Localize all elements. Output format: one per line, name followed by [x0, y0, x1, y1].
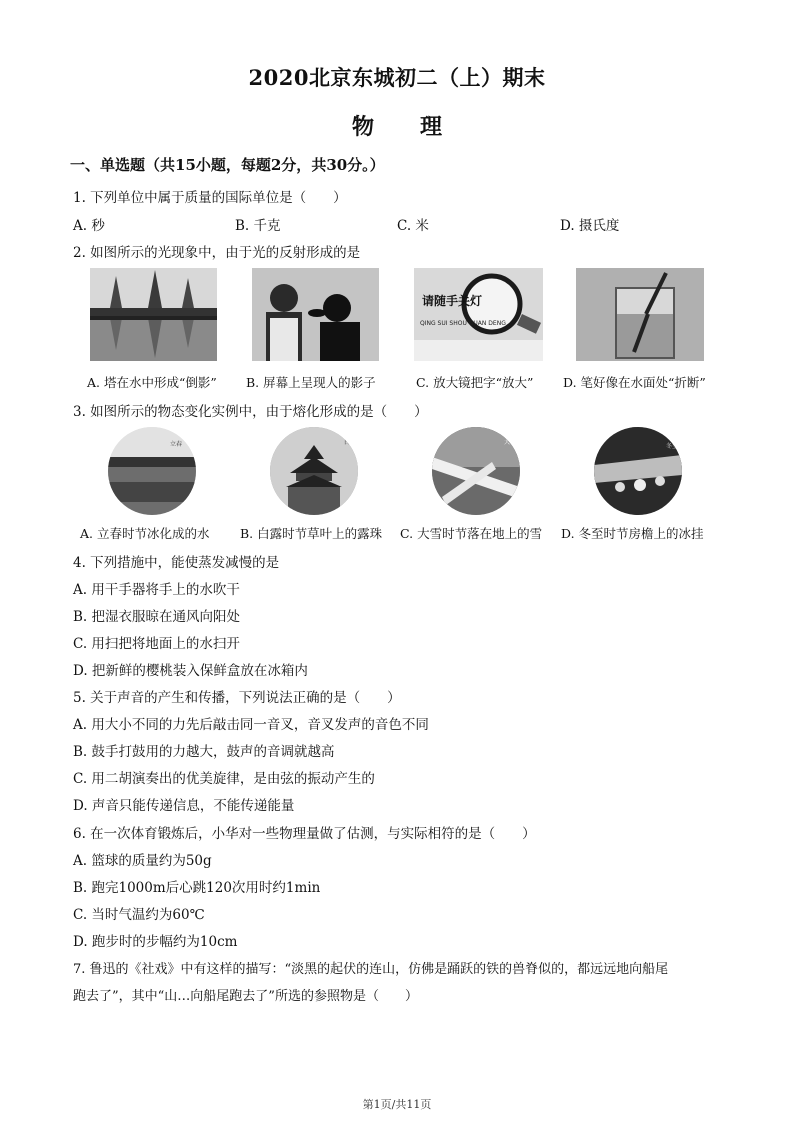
- q5-option-c: C. 用二胡演奏出的优美旋律，是由弦的振动产生的: [73, 771, 375, 787]
- q1-option-a: A. 秒: [73, 218, 105, 234]
- q6-option-d: D. 跑步时的步幅约为10cm: [73, 934, 238, 950]
- q4-option-a: A. 用干手器将手上的水吹干: [73, 582, 240, 598]
- q3-caption-a: A. 立春时节冰化成的水: [80, 526, 210, 541]
- pagoda-reflection-image: [90, 268, 217, 361]
- dew-temple-image: [270, 427, 358, 515]
- q1-option-b: B. 千克: [235, 218, 281, 234]
- q4-option-d: D. 把新鲜的樱桃装入保鲜盒放在冰箱内: [73, 663, 308, 679]
- stamp-dongzhi: 冬至: [666, 443, 679, 450]
- pencil-in-water-image: [576, 268, 704, 361]
- q2-caption-b: B. 屏幕上呈现人的影子: [246, 375, 376, 390]
- icicle-image: [594, 427, 682, 515]
- stamp-bailu: 白露: [344, 439, 357, 446]
- section-heading: 一、单选题（共15小题，每题2分，共30分。）: [70, 156, 385, 174]
- q6-option-a: A. 篮球的质量约为50g: [73, 853, 212, 869]
- magnifier-image: [414, 268, 543, 361]
- q5-option-a: A. 用大小不同的力先后敲击同一音叉，音叉发声的音色不同: [73, 717, 429, 733]
- q2-stem: 2. 如图所示的光现象中，由于光的反射形成的是: [73, 245, 361, 261]
- q7-stem-line1: 7. 鲁迅的《社戏》中有这样的描写：“淡黑的起伏的连山，仿佛是踊跃的铁的兽脊似的，都远远地向船尾: [73, 962, 669, 977]
- stamp-daxue: 大雪: [504, 439, 517, 446]
- ice-melting-image: [108, 427, 196, 515]
- q3-caption-d: D. 冬至时节房檐上的冰挂: [561, 526, 704, 541]
- q5-option-b: B. 鼓手打鼓用的力越大，鼓声的音调就越高: [73, 744, 335, 760]
- q2-caption-d: D. 笔好像在水面处“折断”: [563, 375, 706, 390]
- q2-caption-c: C. 放大镜把字“放大”: [416, 375, 534, 390]
- subject-title: 物理: [351, 114, 488, 140]
- q3-caption-c: C. 大雪时节落在地上的雪: [400, 526, 543, 541]
- q3-stem: 3. 如图所示的物态变化实例中，由于熔化形成的是（ ）: [73, 404, 428, 420]
- q6-option-b: B. 跑完1000m后心跳120次用时约1min: [73, 880, 321, 896]
- q2-caption-a: A. 塔在水中形成“倒影”: [87, 375, 217, 390]
- q1-option-c: C. 米: [397, 218, 429, 234]
- q5-stem: 5. 关于声音的产生和传播，下列说法正确的是（ ）: [73, 690, 401, 706]
- magnifier-sign-text: 请随手关灯: [422, 294, 483, 308]
- q4-stem: 4. 下列措施中，能使蒸发减慢的是: [73, 555, 280, 571]
- q1-stem: 1. 下列单位中属于质量的国际单位是（ ）: [73, 190, 347, 206]
- stamp-lichun: 立春: [170, 441, 183, 448]
- page-number: 第1页/共11页: [362, 1098, 432, 1111]
- q1-option-d: D. 摄氏度: [560, 218, 620, 234]
- q7-stem-line2: 跑去了”，其中“山…向船尾跑去了”所选的参照物是（ ）: [73, 989, 418, 1004]
- q3-caption-b: B. 白露时节草叶上的露珠: [240, 526, 383, 541]
- snow-branch-image: [432, 427, 520, 515]
- exam-title: 2020北京东城初二（上）期末: [248, 65, 546, 90]
- q4-option-c: C. 用扫把将地面上的水扫开: [73, 636, 240, 652]
- shadow-screen-image: [252, 268, 379, 361]
- magnifier-sign-pinyin: QING SUI SHOU GUAN DENG: [420, 320, 506, 327]
- q4-option-b: B. 把湿衣服晾在通风向阳处: [73, 609, 241, 625]
- q5-option-d: D. 声音只能传递信息，不能传递能量: [73, 798, 295, 814]
- q6-stem: 6. 在一次体育锻炼后，小华对一些物理量做了估测，与实际相符的是（ ）: [73, 826, 536, 842]
- q6-option-c: C. 当时气温约为60℃: [73, 907, 205, 923]
